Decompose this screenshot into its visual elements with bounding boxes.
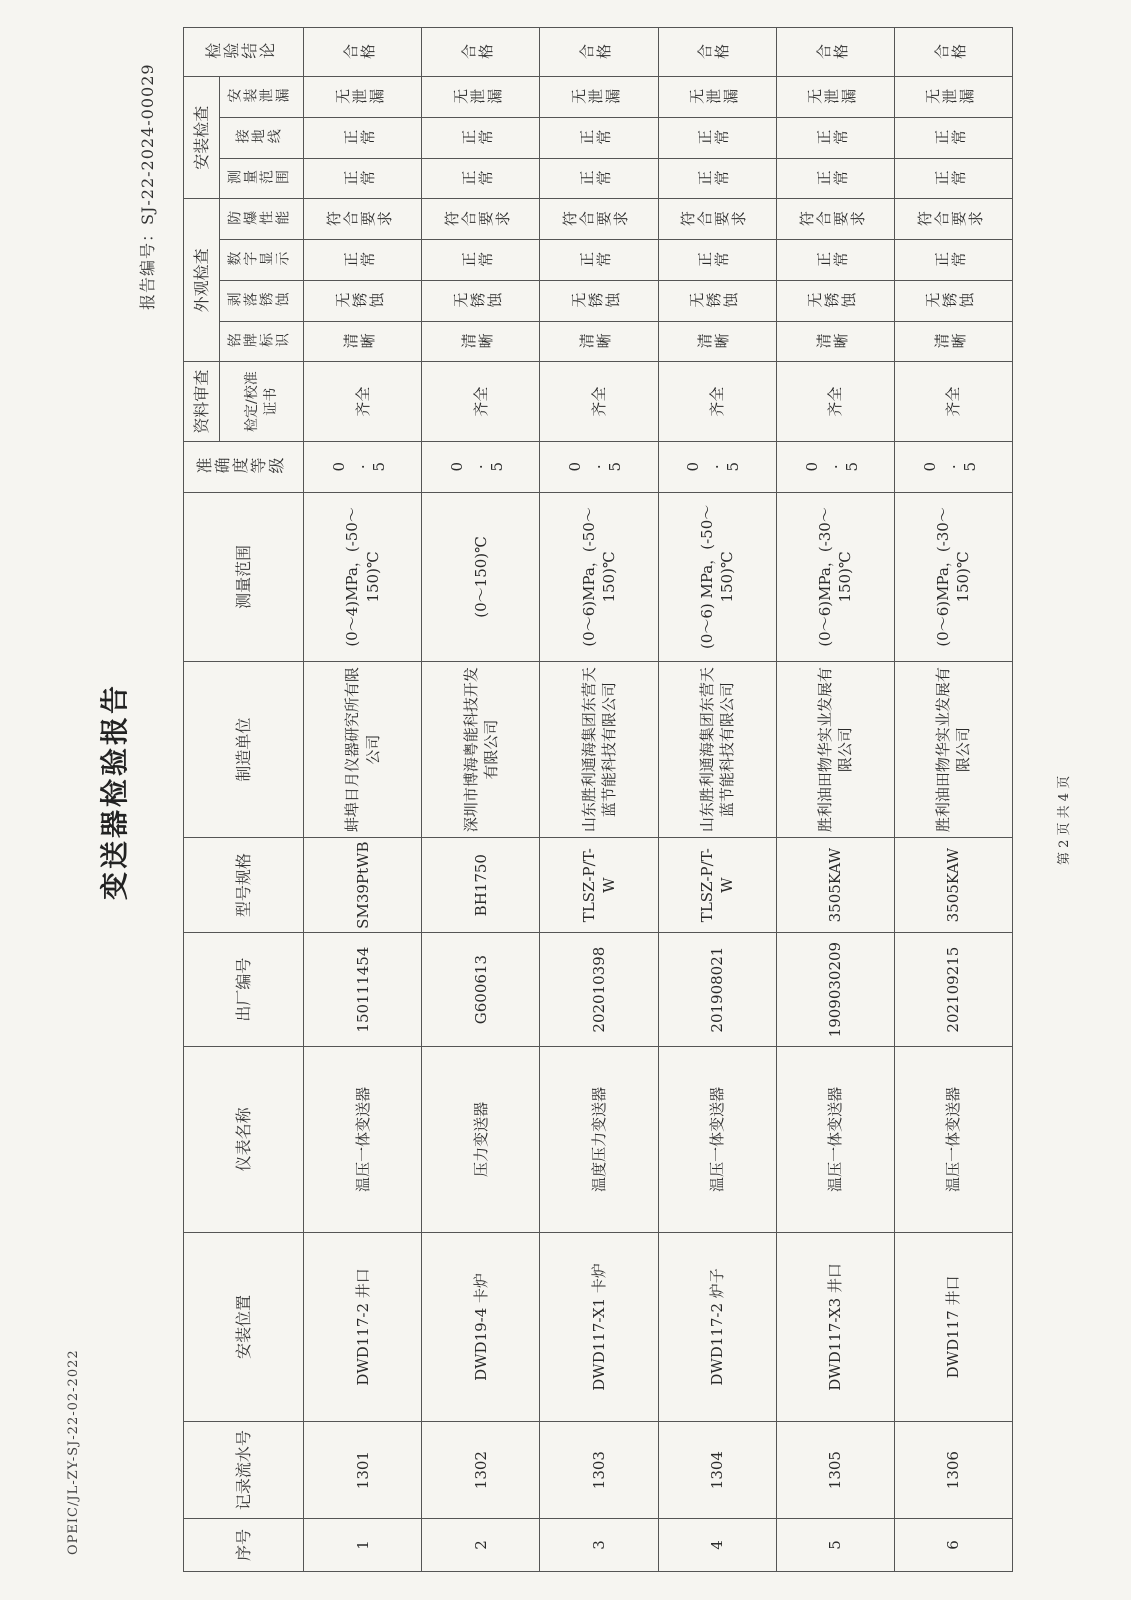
cell-nameplate-text: 清晰 [461,332,496,351]
report-number: 报告编号：SJ-22-2024-00029 [138,63,157,310]
cell-manufacturer: 山东胜利通海集团东营天蓝节能科技有限公司 [658,661,776,837]
cell-manufacturer: 深圳市博海粤能科技开发有限公司 [422,661,540,837]
cell-nameplate [304,321,422,362]
cell-range: (0～4)MPa，(-50～150)℃ [304,492,422,661]
cell-leak [304,77,422,118]
header-range: 测量范围 [184,492,304,661]
cell-seq: 6 [894,1519,1012,1572]
cell-grounding [540,117,658,158]
header-meas-range-text: 测量范围 [226,170,291,187]
cell-leak-text: 无泄漏 [688,87,740,106]
cell-display [304,240,422,281]
table-row [894,28,1012,1572]
cell-leak [776,77,894,118]
cell-cert: 齐全 [540,362,658,441]
cell-meas-range [540,158,658,199]
header-conclusion [184,28,304,77]
cell-location: DWD117-X1 卡炉 [540,1232,658,1422]
cell-meas-range-text: 正常 [579,169,614,188]
cell-peeling [658,280,776,321]
header-meas-range [220,158,304,199]
cell-serial: 202109215 [894,933,1012,1047]
cell-manufacturer: 胜利油田物华实业发展有限公司 [894,661,1012,837]
header-leak [220,77,304,118]
cell-peeling-text: 无锈蚀 [807,291,859,310]
cell-record-no: 1301 [304,1422,422,1519]
cell-nameplate [776,321,894,362]
cell-seq: 2 [422,1519,540,1572]
cell-conclusion-text: 合格 [461,42,496,61]
cell-meas-range-text: 正常 [343,169,378,188]
cell-explosion-text: 符合要求 [562,210,631,229]
cell-cert: 齐全 [304,362,422,441]
cell-conclusion-text: 合格 [697,42,732,61]
cell-model: TLSZ-P/T-W [658,838,776,933]
cell-location: DWD117 井口 [894,1232,1012,1422]
header-nameplate [220,321,304,362]
table-row [776,28,894,1572]
cell-meas-range-text: 正常 [933,169,968,188]
header-manufacturer: 制造单位 [184,661,304,837]
cell-manufacturer: 蚌埠日月仪器研究所有限公司 [304,661,422,837]
cell-nameplate [540,321,658,362]
cell-meas-range [422,158,540,199]
cell-model: BH1750 [422,838,540,933]
cell-record-no: 1302 [422,1422,540,1519]
cell-grounding-text: 正常 [933,128,968,147]
cell-nameplate-text: 清晰 [697,332,732,351]
cell-accuracy-text: 0.5 [330,457,391,476]
cell-explosion-text: 符合要求 [326,210,395,229]
cell-conclusion-text: 合格 [815,42,850,61]
header-explosion-text: 防爆性能 [226,210,291,227]
cell-conclusion-text: 合格 [343,42,378,61]
cell-conclusion [776,28,894,77]
cell-leak [894,77,1012,118]
cell-location: DWD117-X3 井口 [776,1232,894,1422]
cell-display-text: 正常 [815,250,850,269]
cell-display [776,240,894,281]
cell-explosion [422,199,540,240]
table-row [422,28,540,1572]
header-peeling [220,280,304,321]
cell-peeling-text: 无锈蚀 [570,291,622,310]
table-row [540,28,658,1572]
cell-accuracy-text: 0.5 [448,457,509,476]
cell-cert: 齐全 [894,362,1012,441]
cell-location: DWD19-4 卡炉 [422,1232,540,1422]
cell-name: 温压一体变送器 [894,1047,1012,1232]
cell-cert: 齐全 [776,362,894,441]
cell-explosion [894,199,1012,240]
page-number: 第 2 页 共 4 页 [1057,775,1072,865]
cell-model: 3505KAW [894,838,1012,933]
cell-manufacturer: 胜利油田物华实业发展有限公司 [776,661,894,837]
cell-model: 3505KAW [776,838,894,933]
cell-nameplate-text: 清晰 [579,332,614,351]
cell-model: SM39PtWB [304,838,422,933]
cell-accuracy [776,441,894,492]
cell-meas-range [304,158,422,199]
cell-leak [658,77,776,118]
table-row [304,28,422,1572]
cell-accuracy [658,441,776,492]
cell-range: (0～150)℃ [422,492,540,661]
header-seq: 序号 [184,1519,304,1572]
cell-accuracy [422,441,540,492]
cell-display-text: 正常 [343,250,378,269]
page-title: 变送器检验报告 [98,682,131,900]
cell-conclusion [658,28,776,77]
cell-serial: G600613 [422,933,540,1047]
cell-display-text: 正常 [933,250,968,269]
cell-leak-text: 无泄漏 [334,87,386,106]
cell-nameplate [658,321,776,362]
header-accuracy [184,441,304,492]
header-grounding [220,117,304,158]
cell-explosion-text: 符合要求 [680,210,749,229]
cell-record-no: 1306 [894,1422,1012,1519]
header-location: 安装位置 [184,1232,304,1422]
cell-meas-range [658,158,776,199]
cell-display-text: 正常 [579,250,614,269]
cell-leak-text: 无泄漏 [807,87,859,106]
cell-leak [540,77,658,118]
cell-grounding-text: 正常 [697,128,732,147]
cell-grounding-text: 正常 [461,128,496,147]
cell-peeling-text: 无锈蚀 [334,291,386,310]
header-display-text: 数字显示 [226,251,291,268]
cell-nameplate-text: 清晰 [815,332,850,351]
cell-conclusion [540,28,658,77]
cell-display [540,240,658,281]
header-record-no: 记录流水号 [184,1422,304,1519]
cell-name: 温压一体变送器 [304,1047,422,1232]
cell-range: (0～6)MPa，(-50～150)℃ [540,492,658,661]
cell-name: 压力变送器 [422,1047,540,1232]
cell-record-no: 1304 [658,1422,776,1519]
cell-name: 温度压力变送器 [540,1047,658,1232]
cell-grounding [304,117,422,158]
form-code: OPEIC/JL-ZY-SJ-22-02-2022 [66,1349,81,1555]
cell-range: (0～6) MPa，(-50～150)℃ [658,492,776,661]
cell-seq: 5 [776,1519,894,1572]
cell-manufacturer: 山东胜利通海集团东营天蓝节能科技有限公司 [540,661,658,837]
cell-record-no: 1303 [540,1422,658,1519]
cell-grounding-text: 正常 [579,128,614,147]
cell-range: (0～6)MPa，(-30～150)℃ [776,492,894,661]
cell-seq: 3 [540,1519,658,1572]
cell-explosion-text: 符合要求 [444,210,513,229]
cell-conclusion [304,28,422,77]
cell-peeling [304,280,422,321]
header-accuracy-text: 准确度等级 [195,457,286,477]
cell-explosion-text: 符合要求 [916,210,985,229]
cell-grounding-text: 正常 [815,128,850,147]
header-peeling-text: 剥落锈蚀 [226,292,291,309]
inspection-table [183,27,1013,1572]
cell-meas-range-text: 正常 [697,169,732,188]
cell-grounding [894,117,1012,158]
cell-leak-text: 无泄漏 [570,87,622,106]
cell-display [658,240,776,281]
header-grounding-text: 接地线 [234,129,283,146]
cell-explosion [540,199,658,240]
header-appearance: 外观检查 [184,199,220,362]
cell-grounding [422,117,540,158]
cell-display-text: 正常 [697,250,732,269]
cell-peeling-text: 无锈蚀 [452,291,504,310]
cell-leak-text: 无泄漏 [925,87,977,106]
header-nameplate-text: 铭牌标识 [226,333,291,350]
cell-nameplate [422,321,540,362]
cell-conclusion-text: 合格 [579,42,614,61]
cell-nameplate [894,321,1012,362]
cell-conclusion [894,28,1012,77]
cell-display [894,240,1012,281]
header-row-1 [184,28,220,1572]
cell-serial: 1909030209 [776,933,894,1047]
cell-leak-text: 无泄漏 [452,87,504,106]
header-model: 型号规格 [184,838,304,933]
header-serial: 出厂编号 [184,933,304,1047]
header-leak-text: 安装泄漏 [226,88,291,105]
cell-model: TLSZ-P/T-W [540,838,658,933]
cell-cert: 齐全 [422,362,540,441]
cell-explosion-text: 符合要求 [798,210,867,229]
cell-display [422,240,540,281]
table-row [658,28,776,1572]
cell-accuracy-text: 0.5 [684,457,745,476]
cell-peeling [540,280,658,321]
cell-cert: 齐全 [658,362,776,441]
cell-accuracy [540,441,658,492]
cell-location: DWD117-2 井口 [304,1232,422,1422]
header-conclusion-text: 检验结论 [204,42,277,62]
cell-record-no: 1305 [776,1422,894,1519]
cell-range: (0～6)MPa，(-30～150)℃ [894,492,1012,661]
cell-accuracy [894,441,1012,492]
cell-meas-range-text: 正常 [461,169,496,188]
header-doc-review: 资料审查 [184,362,220,441]
header-display [220,240,304,281]
cell-accuracy-text: 0.5 [802,457,863,476]
header-install: 安装检查 [184,77,220,199]
cell-location: DWD117-2 炉子 [658,1232,776,1422]
cell-serial: 150111454 [304,933,422,1047]
cell-serial: 201908021 [658,933,776,1047]
cell-nameplate-text: 清晰 [343,332,378,351]
cell-grounding-text: 正常 [343,128,378,147]
cell-meas-range-text: 正常 [815,169,850,188]
cell-peeling-text: 无锈蚀 [925,291,977,310]
cell-name: 温压一体变送器 [658,1047,776,1232]
header-explosion [220,199,304,240]
cell-peeling [776,280,894,321]
cell-peeling [422,280,540,321]
cell-accuracy [304,441,422,492]
cell-conclusion-text: 合格 [933,42,968,61]
cell-explosion [658,199,776,240]
cell-name: 温压一体变送器 [776,1047,894,1232]
header-cert: 检定/校准证书 [220,362,304,441]
cell-meas-range [776,158,894,199]
cell-serial: 202010398 [540,933,658,1047]
cell-explosion [304,199,422,240]
cell-explosion [776,199,894,240]
cell-nameplate-text: 清晰 [933,332,968,351]
cell-seq: 1 [304,1519,422,1572]
cell-accuracy-text: 0.5 [566,457,627,476]
cell-seq: 4 [658,1519,776,1572]
cell-peeling [894,280,1012,321]
cell-grounding [776,117,894,158]
cell-grounding [658,117,776,158]
cell-conclusion [422,28,540,77]
cell-meas-range [894,158,1012,199]
cell-peeling-text: 无锈蚀 [688,291,740,310]
cell-accuracy-text: 0.5 [920,457,981,476]
header-name: 仪表名称 [184,1047,304,1232]
cell-leak [422,77,540,118]
cell-display-text: 正常 [461,250,496,269]
